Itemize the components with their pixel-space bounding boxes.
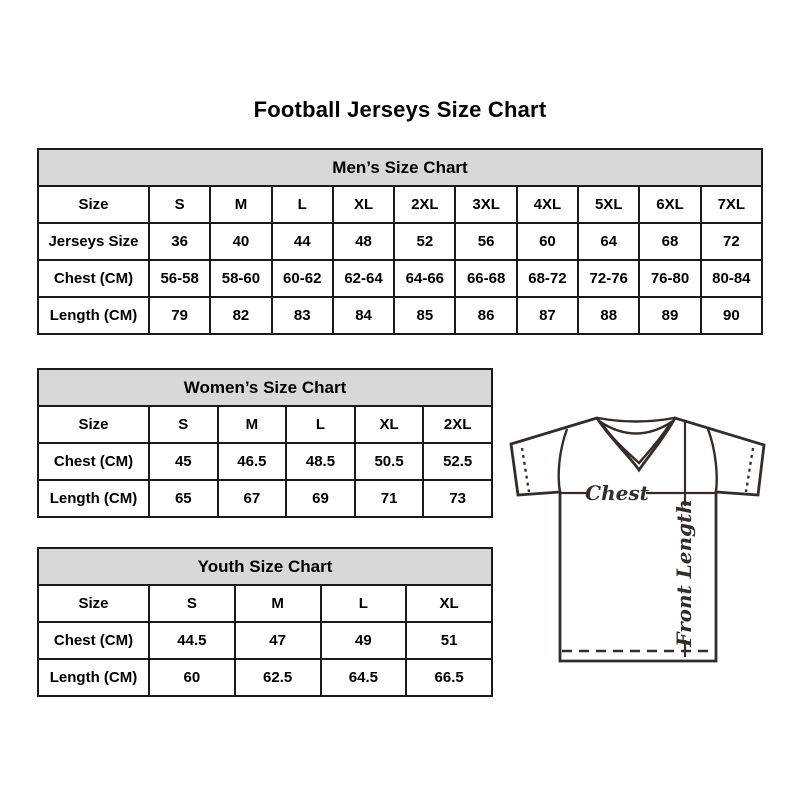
size-cell: 62-64 [333, 260, 394, 297]
table-row [38, 260, 762, 297]
size-cell: 64.5 [321, 659, 407, 696]
size-cell: 52 [394, 223, 455, 260]
size-cell: 60 [149, 659, 235, 696]
size-cell: 3XL [455, 186, 516, 223]
size-cell: S [149, 186, 210, 223]
jersey-measurement-diagram [505, 413, 769, 665]
table-title: Men’s Size Chart [38, 149, 762, 186]
table-title: Women’s Size Chart [38, 369, 492, 406]
size-cell: 45 [149, 443, 218, 480]
row-label: Size [38, 585, 149, 622]
table-row [38, 297, 762, 334]
size-cell: 56-58 [149, 260, 210, 297]
size-cell: 65 [149, 480, 218, 517]
size-cell: 86 [455, 297, 516, 334]
table-row [38, 622, 492, 659]
size-cell: 72-76 [578, 260, 639, 297]
mens-size-table [37, 148, 763, 335]
size-cell: S [149, 406, 218, 443]
size-cell: 60 [517, 223, 578, 260]
size-cell: 6XL [639, 186, 700, 223]
youth-size-table [37, 547, 493, 697]
size-cell: 46.5 [218, 443, 287, 480]
size-cell: 52.5 [423, 443, 492, 480]
table-row [38, 443, 492, 480]
size-cell: 76-80 [639, 260, 700, 297]
size-cell: 72 [701, 223, 762, 260]
collar-top-edge-line [598, 418, 674, 422]
size-cell: 2XL [394, 186, 455, 223]
size-cell: 69 [286, 480, 355, 517]
size-cell: 62.5 [235, 659, 321, 696]
row-label: Size [38, 406, 149, 443]
size-cell: 51 [406, 622, 492, 659]
size-cell: 50.5 [355, 443, 424, 480]
chest-label: Chest [585, 481, 649, 505]
size-cell: 66.5 [406, 659, 492, 696]
size-cell: 83 [272, 297, 333, 334]
size-cell: 47 [235, 622, 321, 659]
size-cell: 56 [455, 223, 516, 260]
size-cell: M [218, 406, 287, 443]
size-cell: 67 [218, 480, 287, 517]
size-cell: 58-60 [210, 260, 271, 297]
front-length-label: Front Length [672, 499, 696, 647]
table-row [38, 480, 492, 517]
size-cell: XL [355, 406, 424, 443]
collar-back-seam-curve [599, 421, 673, 434]
size-cell: 79 [149, 297, 210, 334]
size-cell: 71 [355, 480, 424, 517]
row-label: Length (CM) [38, 297, 149, 334]
size-cell: 64 [578, 223, 639, 260]
size-cell: 89 [639, 297, 700, 334]
size-cell: S [149, 585, 235, 622]
size-cell: 82 [210, 297, 271, 334]
size-cell: 68-72 [517, 260, 578, 297]
size-cell: 48 [333, 223, 394, 260]
size-cell: 49 [321, 622, 407, 659]
row-label: Length (CM) [38, 480, 149, 517]
size-cell: L [272, 186, 333, 223]
size-cell: M [235, 585, 321, 622]
table-row [38, 186, 762, 223]
size-cell: XL [406, 585, 492, 622]
size-cell: 85 [394, 297, 455, 334]
size-cell: 5XL [578, 186, 639, 223]
row-label: Jerseys Size [38, 223, 149, 260]
size-cell: XL [333, 186, 394, 223]
size-cell: 64-66 [394, 260, 455, 297]
size-cell: 4XL [517, 186, 578, 223]
size-cell: 87 [517, 297, 578, 334]
table-row [38, 223, 762, 260]
size-cell: 48.5 [286, 443, 355, 480]
size-cell: 36 [149, 223, 210, 260]
row-label: Length (CM) [38, 659, 149, 696]
size-cell: 44 [272, 223, 333, 260]
size-cell: 88 [578, 297, 639, 334]
size-cell: 84 [333, 297, 394, 334]
size-cell: 40 [210, 223, 271, 260]
page-title: Football Jerseys Size Chart [253, 97, 547, 122]
table-row [38, 585, 492, 622]
jersey-outline [511, 418, 764, 661]
size-cell: 73 [423, 480, 492, 517]
size-cell: L [286, 406, 355, 443]
size-cell: L [321, 585, 407, 622]
size-cell: 90 [701, 297, 762, 334]
row-label: Chest (CM) [38, 260, 149, 297]
size-cell: 68 [639, 223, 700, 260]
size-cell: 60-62 [272, 260, 333, 297]
womens-size-table [37, 368, 493, 518]
size-cell: M [210, 186, 271, 223]
size-cell: 7XL [701, 186, 762, 223]
row-label: Chest (CM) [38, 622, 149, 659]
size-cell: 44.5 [149, 622, 235, 659]
size-cell: 80-84 [701, 260, 762, 297]
row-label: Chest (CM) [38, 443, 149, 480]
table-row [38, 406, 492, 443]
row-label: Size [38, 186, 149, 223]
size-cell: 66-68 [455, 260, 516, 297]
table-title: Youth Size Chart [38, 548, 492, 585]
table-row [38, 659, 492, 696]
size-cell: 2XL [423, 406, 492, 443]
